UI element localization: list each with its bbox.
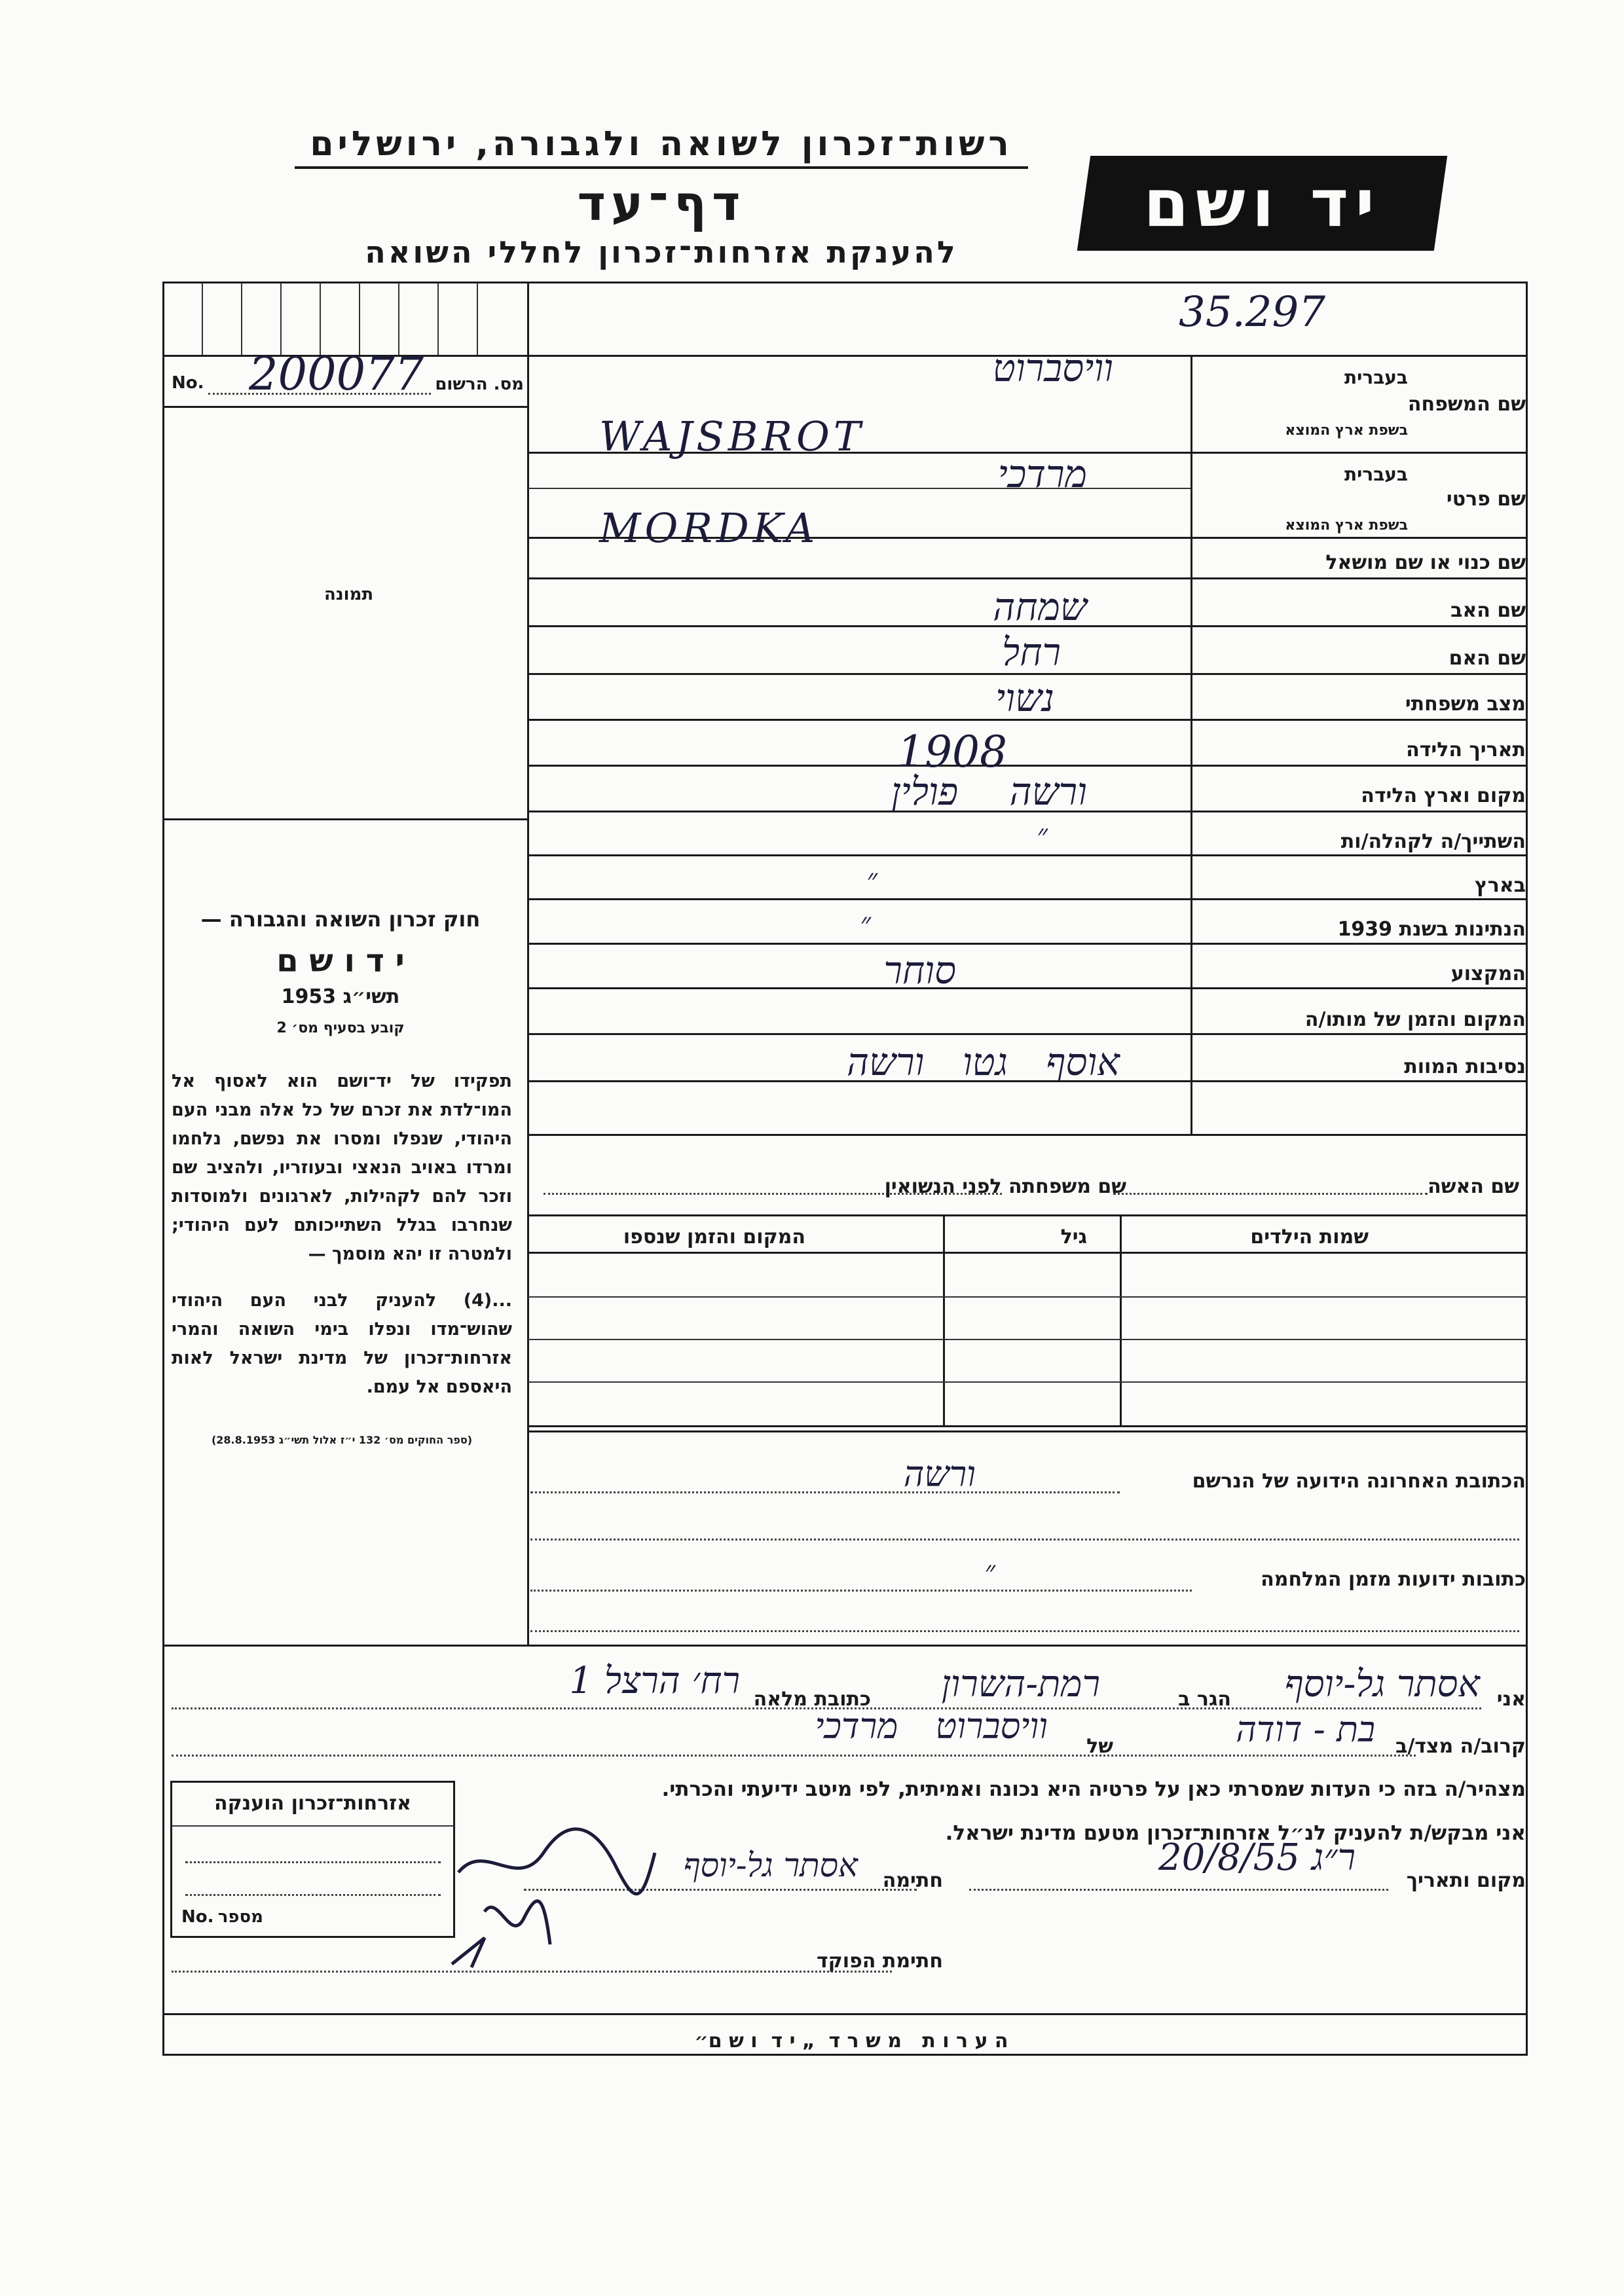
citizenship-1939-value[interactable]: ״: [860, 907, 871, 940]
death-circumstances-value[interactable]: אוסף גטו ורשה: [847, 1040, 1120, 1084]
citizenship-granted-box: [170, 1781, 455, 1938]
birth-date-value[interactable]: 1908: [897, 727, 1007, 777]
father-name-label: שם האב: [1450, 599, 1526, 622]
page-subtitle: להענקת אזרחות־זכרון לחללי השואה: [365, 234, 958, 270]
registration-label-he: מס. הרשום: [435, 374, 524, 394]
father-name-value[interactable]: שמחה: [993, 585, 1087, 629]
yad-vashem-logo: [1077, 156, 1447, 251]
first-name-origin-label: בשפת ארץ המוצא: [1285, 517, 1408, 534]
birth-place-label: מקום וארץ הלידה: [1361, 784, 1526, 807]
registration-label-en: No.: [172, 373, 204, 393]
declarant-resides-label: הגר ב: [1178, 1688, 1231, 1711]
declarant-name[interactable]: אסתר גל-יוסף: [1284, 1663, 1480, 1705]
citizenship-granted-title: אזרחות־זכרון הוענקה: [213, 1792, 412, 1815]
photo-label: תמונה: [324, 585, 374, 604]
family-name-label: שם המשפחה: [1407, 393, 1526, 416]
declarant-city[interactable]: רמת-השרון: [941, 1663, 1100, 1705]
declaration-statement: מצהיר/ה בזה כי העדות שמסרתי כאן על פרטיה היא נכונה ואמיתית, לפי מיטב ידיעתי והכרתי.: [661, 1777, 1526, 1801]
law-source: (ספר החוקים מס׳ 132 י״ז אלול תשי״ג 28.8.1953): [211, 1434, 473, 1446]
profession-value[interactable]: סוחר: [883, 948, 956, 993]
page-title: דף־עד: [577, 175, 746, 232]
marital-status-value[interactable]: נשוי: [995, 676, 1054, 720]
death-circumstances-label: נסיבות המוות: [1404, 1055, 1526, 1078]
law-clause: קובע בסעיף מס׳ 2: [276, 1020, 405, 1036]
country-value[interactable]: ״: [866, 863, 877, 896]
declarant-signature-scribble: [445, 1813, 668, 1971]
law-year: תשי״ג 1953: [281, 985, 400, 1008]
sheet-number: 35.297: [1179, 288, 1325, 337]
marital-status-label: מצב משפחתי: [1405, 693, 1526, 716]
relation-value[interactable]: בת - דודה: [1236, 1709, 1375, 1750]
first-name-hebrew-value[interactable]: מרדכי: [997, 452, 1087, 496]
last-address-label: הכתובת האחרונה הידועה של הנרשם: [1192, 1470, 1526, 1493]
family-name-origin-value[interactable]: WAJSBROT: [599, 412, 865, 460]
authority-name: רשות־זכרון לשואה ולגבורה, ירושלים: [295, 124, 1028, 169]
nickname-label: שם כנוי או שם מושאל: [1325, 551, 1526, 574]
community-value[interactable]: ״: [1037, 818, 1048, 852]
signature-label: חתימה: [882, 1869, 943, 1892]
war-addresses-label: כתובות ידועות מזמן המלחמה: [1261, 1568, 1526, 1591]
law-body-2: ...(4) להעניק לבני העם היהודי שהוש־מדו ונפלו בימי השואה והמרי אזרחות־זכרון של מדינת ישראל לאות היאספם אל עמם.: [172, 1290, 512, 1397]
family-name-origin-label: בשפת ארץ המוצא: [1285, 422, 1408, 439]
children-age-header: גיל: [1060, 1226, 1087, 1248]
officer-signature-label: חתימת הפוקד: [817, 1950, 943, 1973]
law-body: תפקידו של יד־ושם הוא לאסוף אל המו־לדת את זכרם של כל אלה מבני העם היהודי, שנפלו ומסרו את נפשם, נלחמו ומרדו באויב הנאצי ובעוזריו, ולהציב שם וזכר להם לקהילות, לארגונים ולמוסדות שנחרבו בגלל השתייכותם לעם היהודי; ולמטרה זו יהא מוסמך —: [172, 1071, 512, 1264]
country-label: בארץ: [1474, 874, 1526, 897]
relation-of-value[interactable]: וויסברוט מרדכי: [815, 1705, 1048, 1747]
community-label: השתייך/ה לקהלה/ות: [1340, 830, 1526, 853]
wife-maiden-name-label: שם משפחתה לפני הנשואין: [884, 1175, 1126, 1198]
relation-of-label: של: [1086, 1735, 1113, 1758]
birth-date-label: תאריך הלידה: [1406, 738, 1526, 761]
citizenship-no-label: No.: [181, 1907, 214, 1927]
place-date-label: מקום ותאריך: [1406, 1869, 1526, 1892]
mother-name-label: שם האם: [1449, 647, 1526, 670]
logo-text: יד ושם: [1143, 165, 1381, 242]
label-column-divider: [1190, 355, 1192, 1134]
signature-value[interactable]: אסתר גל-יוסף: [683, 1846, 858, 1884]
citizenship-no-label-he: מספר: [217, 1907, 263, 1927]
children-place-time-header: המקום והזמן שנספו: [623, 1226, 805, 1248]
first-name-origin-value[interactable]: MORDKA: [599, 504, 819, 552]
family-name-hebrew-value[interactable]: וויסברוט: [992, 346, 1113, 390]
left-column-divider: [527, 283, 529, 1645]
footer-notes: ה ע ר ו ת מ ש ר ד „ י ד ו ש ם״: [694, 2030, 1008, 2052]
registration-number: 200077: [249, 347, 424, 401]
declaration-request: אני מבקש/ת להעניק לנ״ל אזרחות־זכרון מטעם מדינת ישראל.: [945, 1821, 1526, 1845]
children-names-header: שמות הילדים: [1250, 1226, 1369, 1248]
place-date-value[interactable]: ר״ג 20/8/55: [1158, 1836, 1356, 1879]
first-name-label: שם פרטי: [1446, 488, 1526, 511]
death-place-time-label: המקום והזמן של מותו/ה: [1304, 1008, 1526, 1031]
wife-name-label: שם האשה: [1428, 1175, 1519, 1198]
declarant-address-label: כתובת מלאה: [753, 1688, 871, 1711]
first-name-hebrew-label: בעברית: [1344, 464, 1408, 485]
mother-name-value[interactable]: רחל: [1002, 630, 1061, 674]
last-address-value[interactable]: ורשה: [903, 1453, 976, 1495]
declarant-address[interactable]: רח׳ הרצל 1: [569, 1660, 740, 1702]
birth-place-value[interactable]: ורשה פולין: [891, 769, 1087, 814]
relation-label: קרוב/ה מצד/ב: [1395, 1735, 1526, 1758]
citizenship-1939-label: הנתינות בשנת 1939: [1337, 918, 1526, 941]
declaration-prefix: אני: [1496, 1688, 1526, 1711]
war-addresses-value[interactable]: ״: [984, 1555, 995, 1588]
law-name: י ד ו ש ם: [276, 943, 405, 979]
law-title: חוק זכרון השואה והגבורה —: [200, 907, 481, 932]
family-name-hebrew-label: בעברית: [1344, 367, 1408, 388]
profession-label: המקצוע: [1450, 962, 1526, 985]
